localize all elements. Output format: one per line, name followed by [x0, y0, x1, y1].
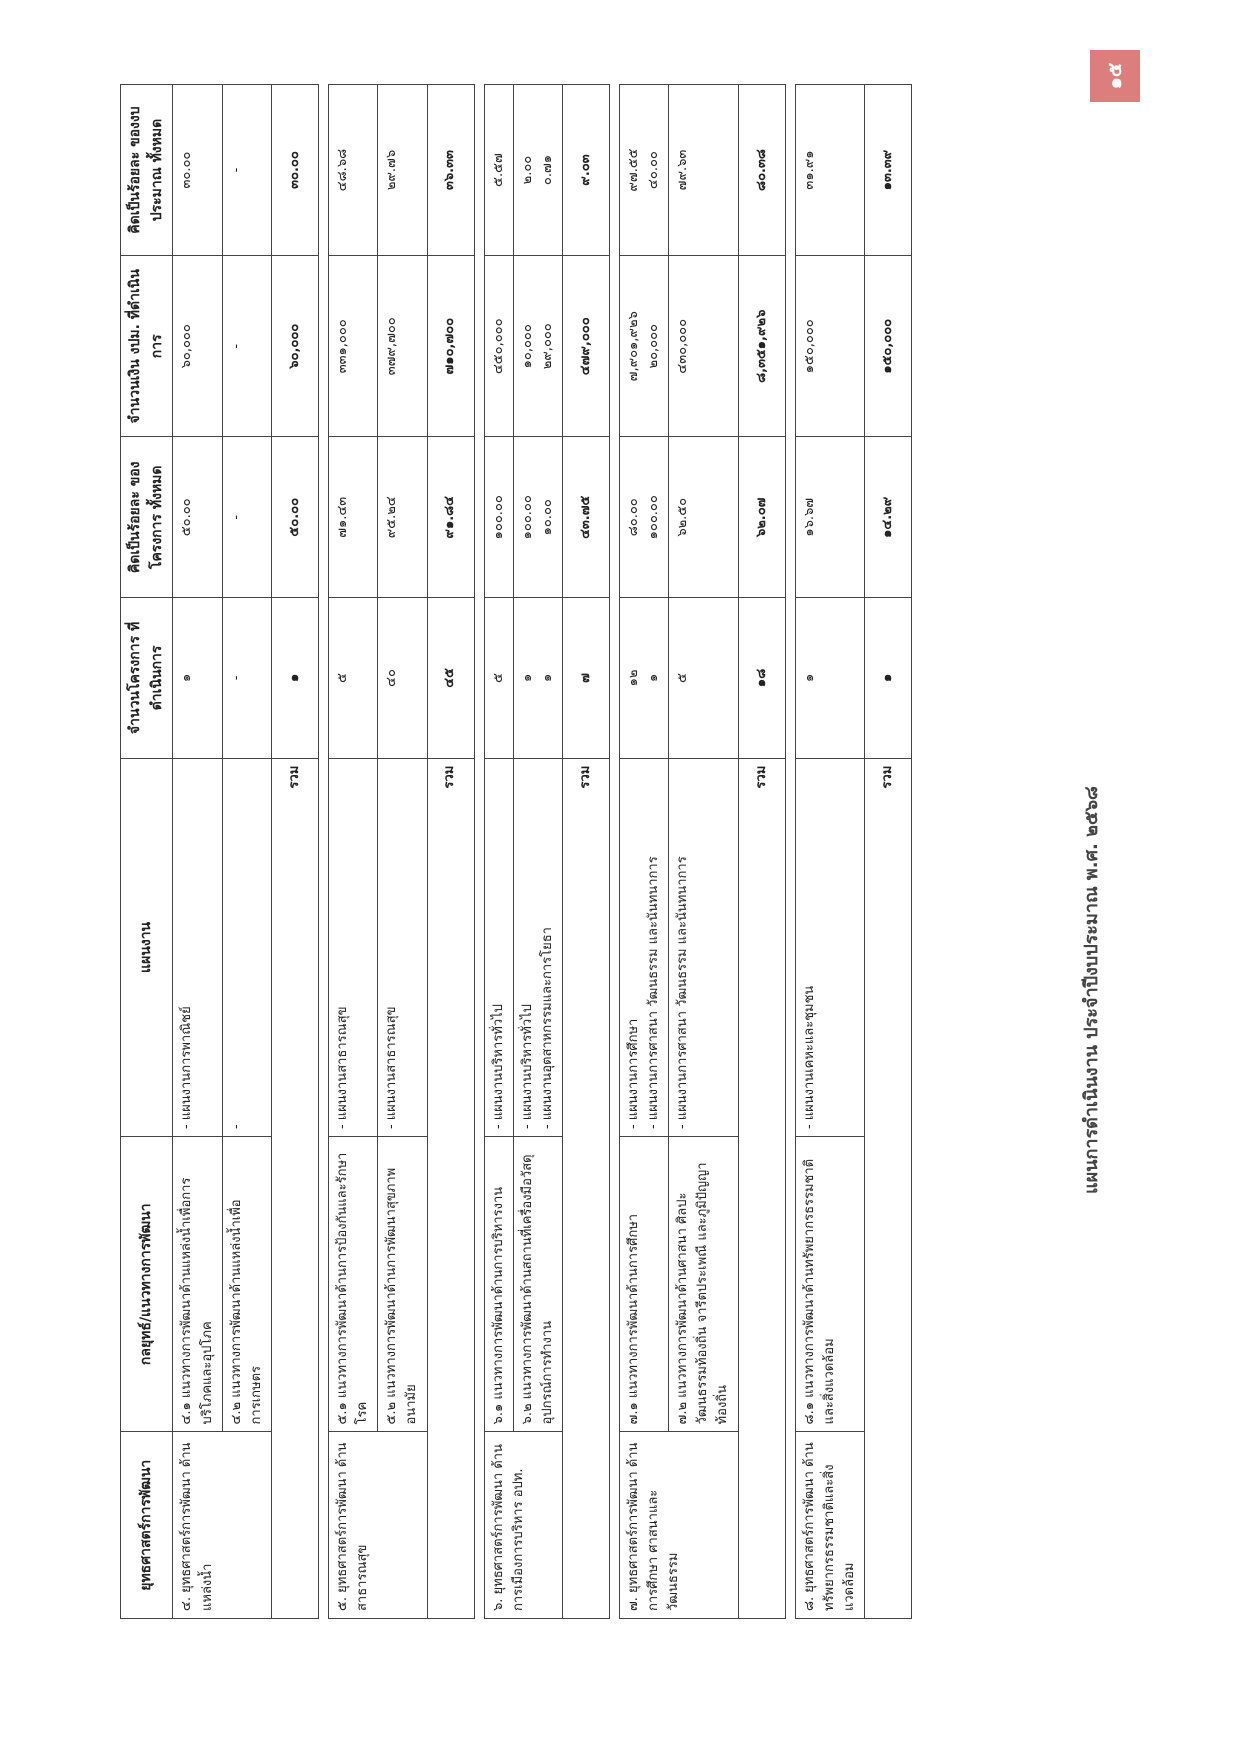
guideline-cell: ๗.๑ แนวทางการพัฒนาด้านการศึกษา: [619, 1137, 668, 1432]
guideline-cell: ๕.๑ แนวทางการพัฒนาด้านการป้องกันและรักษาโรค: [328, 1137, 377, 1432]
group-gap: [318, 85, 328, 1619]
plan-item: - แผนงานบริหารทั่วไป: [490, 1004, 506, 1130]
budget-cell: ๑๐,๐๐๐ ๒๙,๐๐๐: [513, 256, 562, 437]
budget-pct-cell: ๒.๐๐ ๐.๗๑: [513, 85, 562, 256]
gap-cell: [785, 85, 795, 1619]
total-row: [738, 85, 785, 1619]
total-label: รวม: [271, 758, 318, 1618]
guideline-cell: ๗.๒ แนวทางการพัฒนาด้านศาสนา ศิลปะวัฒนธรรมท้องถิ่น จารีตประเพณี และภูมิปัญญาท้องถิ่น: [669, 1137, 738, 1432]
total-row: [562, 85, 609, 1619]
group-gap: [474, 85, 484, 1619]
strategy-cell: ๗. ยุทธศาสตร์การพัฒนา ด้านการศึกษา ศาสนาและวัฒนธรรม: [619, 1432, 738, 1619]
table-row: [513, 85, 562, 1619]
budget-cell: ๓๓๑,๐๐๐: [328, 256, 377, 437]
header-projects-pct: คิดเป็นร้อยละ ของโครงการ ทั้งหมด: [121, 437, 173, 598]
plan-item: - แผนงานสาธารณสุข: [384, 1006, 400, 1130]
budget-pct-cell: ๒๙.๗๖: [378, 85, 427, 256]
table-row: [378, 85, 427, 1619]
total-projects-pct: ๕๐.๐๐: [271, 437, 318, 598]
plan-cell: [484, 758, 513, 1136]
plan-cell: [328, 758, 377, 1136]
header-strategy: ยุทธศาสตร์การพัฒนา: [121, 1432, 173, 1619]
projects-cell: ๔๐: [378, 598, 427, 759]
table-row: [619, 85, 668, 1619]
total-projects: ๑: [271, 598, 318, 759]
table-body: [173, 85, 912, 1619]
plan-cell: [795, 758, 864, 1136]
table-row: [173, 85, 222, 1619]
guideline-cell: ๖.๑ แนวทางการพัฒนาด้านการบริหารงาน: [484, 1137, 513, 1432]
budget-cell: ๗,๙๐๑,๙๒๖ ๒๐,๐๐๐: [619, 256, 668, 437]
header-projects: จำนวนโครงการ ที่ดำเนินการ: [121, 598, 173, 759]
projects-pct-cell: ๖๒.๕๐: [669, 437, 738, 598]
plan-table: [120, 84, 912, 1619]
total-projects: ๑: [865, 598, 912, 759]
group-gap: [609, 85, 619, 1619]
projects-pct-cell: ๑๐๐.๐๐: [484, 437, 513, 598]
projects-pct-cell: ๑๖.๖๗: [795, 437, 864, 598]
plan-item: -: [228, 1124, 244, 1130]
strategy-cell: ๔. ยุทธศาสตร์การพัฒนา ด้านแหล่งน้ำ: [173, 1432, 272, 1619]
budget-cell: ๖๐,๐๐๐: [173, 256, 222, 437]
plan-cell: [378, 758, 427, 1136]
gap-cell: [609, 85, 619, 1619]
total-row: [427, 85, 474, 1619]
total-budget: ๘,๓๕๑,๙๒๖: [738, 256, 785, 437]
gap-cell: [318, 85, 328, 1619]
total-projects: ๗: [562, 598, 609, 759]
budget-pct-cell: ๓๑.๙๑: [795, 85, 864, 256]
header-plan: แผนงาน: [121, 758, 173, 1136]
projects-pct-cell: ๘๐.๐๐ ๑๐๐.๐๐: [619, 437, 668, 598]
total-budget: ๔๗๙,๐๐๐: [562, 256, 609, 437]
plan-cell: [222, 758, 271, 1136]
total-label: รวม: [865, 758, 912, 1618]
budget-pct-cell: ๕.๕๗: [484, 85, 513, 256]
plan-cell: [513, 758, 562, 1136]
plan-cell: [619, 758, 668, 1136]
projects-cell: ๑: [795, 598, 864, 759]
total-budget-pct: ๘๐.๓๘: [738, 85, 785, 256]
total-projects-pct: ๔๓.๗๕: [562, 437, 609, 598]
table-row: [484, 85, 513, 1619]
total-budget-pct: ๑๓.๓๙: [865, 85, 912, 256]
table-row: [669, 85, 738, 1619]
total-budget-pct: ๓๐.๐๐: [271, 85, 318, 256]
projects-pct-cell: ๗๑.๔๓: [328, 437, 377, 598]
total-projects-pct: ๖๒.๐๗: [738, 437, 785, 598]
budget-cell: ๔๓๐,๐๐๐: [669, 256, 738, 437]
strategy-cell: ๕. ยุทธศาสตร์การพัฒนา ด้านสาธารณสุข: [328, 1432, 427, 1619]
header-row: [121, 85, 173, 1619]
group-gap: [785, 85, 795, 1619]
plan-item: - แผนงานอุตสาหกรรมและการโยธา: [539, 927, 555, 1130]
total-row: [271, 85, 318, 1619]
total-budget: ๖๐,๐๐๐: [271, 256, 318, 437]
gap-cell: [474, 85, 484, 1619]
header-budget: จำนวนเงิน งปม. ที่ดำเนินการ: [121, 256, 173, 437]
plan-item: - แผนงานเคหะและชุมชน: [801, 985, 817, 1130]
table-row: [328, 85, 377, 1619]
total-budget: ๑๕๐,๐๐๐: [865, 256, 912, 437]
strategy-cell: ๖. ยุทธศาสตร์การพัฒนา ด้านการเมืองการบริหาร อปท.: [484, 1432, 562, 1619]
plan-item: - แผนงานการพาณิชย์: [179, 1006, 195, 1130]
guideline-cell: ๕.๒ แนวทางการพัฒนาด้านการพัฒนาสุขภาพอนามัย: [378, 1137, 427, 1432]
total-budget-pct: ๙.๐๓: [562, 85, 609, 256]
total-label: รวม: [738, 758, 785, 1618]
plan-cell: [173, 758, 222, 1136]
plan-cell: [669, 758, 738, 1136]
total-label: รวม: [562, 758, 609, 1618]
footer-text: แผนการดำเนินงาน ประจำปีงบประมาณ พ.ศ. ๒๕๖๘: [1081, 786, 1102, 1194]
projects-cell: ๑: [173, 598, 222, 759]
guideline-cell: ๔.๒ แนวทางการพัฒนาด้านแหล่งน้ำเพื่อการเกษตร: [222, 1137, 271, 1432]
budget-cell: ๓๗๙,๗๐๐: [378, 256, 427, 437]
plan-item: - แผนงานการศาสนา วัฒนธรรม และนันทนาการ: [675, 856, 691, 1130]
table-row: [795, 85, 864, 1619]
header-budget-pct: คิดเป็นร้อยละ ของงบประมาณ ทั้งหมด: [121, 85, 173, 256]
plan-item: - แผนงานสาธารณสุข: [334, 1006, 350, 1130]
total-budget-pct: ๓๖.๓๓: [427, 85, 474, 256]
projects-cell: -: [222, 598, 271, 759]
strategy-cell: ๘. ยุทธศาสตร์การพัฒนา ด้านทรัพยากรธรรมชาติและสิ่งแวดล้อม: [795, 1432, 864, 1619]
budget-pct-cell: ๓๐.๐๐: [173, 85, 222, 256]
total-projects: ๔๕: [427, 598, 474, 759]
projects-pct-cell: ๑๐๐.๐๐ ๑๐.๐๐: [513, 437, 562, 598]
projects-cell: ๑๒ ๑: [619, 598, 668, 759]
total-projects-pct: ๑๔.๒๙: [865, 437, 912, 598]
total-budget: ๗๑๐,๗๐๐: [427, 256, 474, 437]
plan-item: - แผนงานบริหารทั่วไป: [519, 1004, 535, 1130]
page-number-badge: ๑๕: [1090, 50, 1140, 102]
guideline-cell: ๘.๑ แนวทางการพัฒนาด้านทรัพยากรธรรมชาติและสิ่งแวดล้อม: [795, 1137, 864, 1432]
projects-cell: ๑ ๑: [513, 598, 562, 759]
budget-pct-cell: ๙๗.๕๕ ๔๐.๐๐: [619, 85, 668, 256]
budget-cell: ๑๕๐,๐๐๐: [795, 256, 864, 437]
guideline-cell: ๔.๑ แนวทางการพัฒนาด้านแหล่งน้ำเพื่อการบริโภคและอุปโภค: [173, 1137, 222, 1432]
plan-item: - แผนงานการศาสนา วัฒนธรรม และนันทนาการ: [646, 856, 662, 1130]
budget-pct-cell: -: [222, 85, 271, 256]
budget-cell: ๔๕๐,๐๐๐: [484, 256, 513, 437]
plan-item: - แผนงานการศึกษา: [625, 1018, 641, 1130]
budget-pct-cell: ๔๘.๖๘: [328, 85, 377, 256]
total-projects-pct: ๙๑.๘๔: [427, 437, 474, 598]
projects-pct-cell: ๙๕.๒๔: [378, 437, 427, 598]
total-projects: ๑๘: [738, 598, 785, 759]
projects-cell: ๕: [484, 598, 513, 759]
projects-cell: ๕: [669, 598, 738, 759]
projects-pct-cell: ๕๐.๐๐: [173, 437, 222, 598]
header-guideline: กลยุทธ์/แนวทางการพัฒนา: [121, 1137, 173, 1432]
budget-cell: -: [222, 256, 271, 437]
projects-pct-cell: -: [222, 437, 271, 598]
guideline-cell: ๖.๒ แนวทางการพัฒนาด้านสถานที่เครื่องมือวัสดุ อุปกรณ์การทำงาน: [513, 1137, 562, 1432]
budget-pct-cell: ๗๙.๖๓: [669, 85, 738, 256]
table-row: [222, 85, 271, 1619]
total-label: รวม: [427, 758, 474, 1618]
projects-cell: ๕: [328, 598, 377, 759]
total-row: [865, 85, 912, 1619]
